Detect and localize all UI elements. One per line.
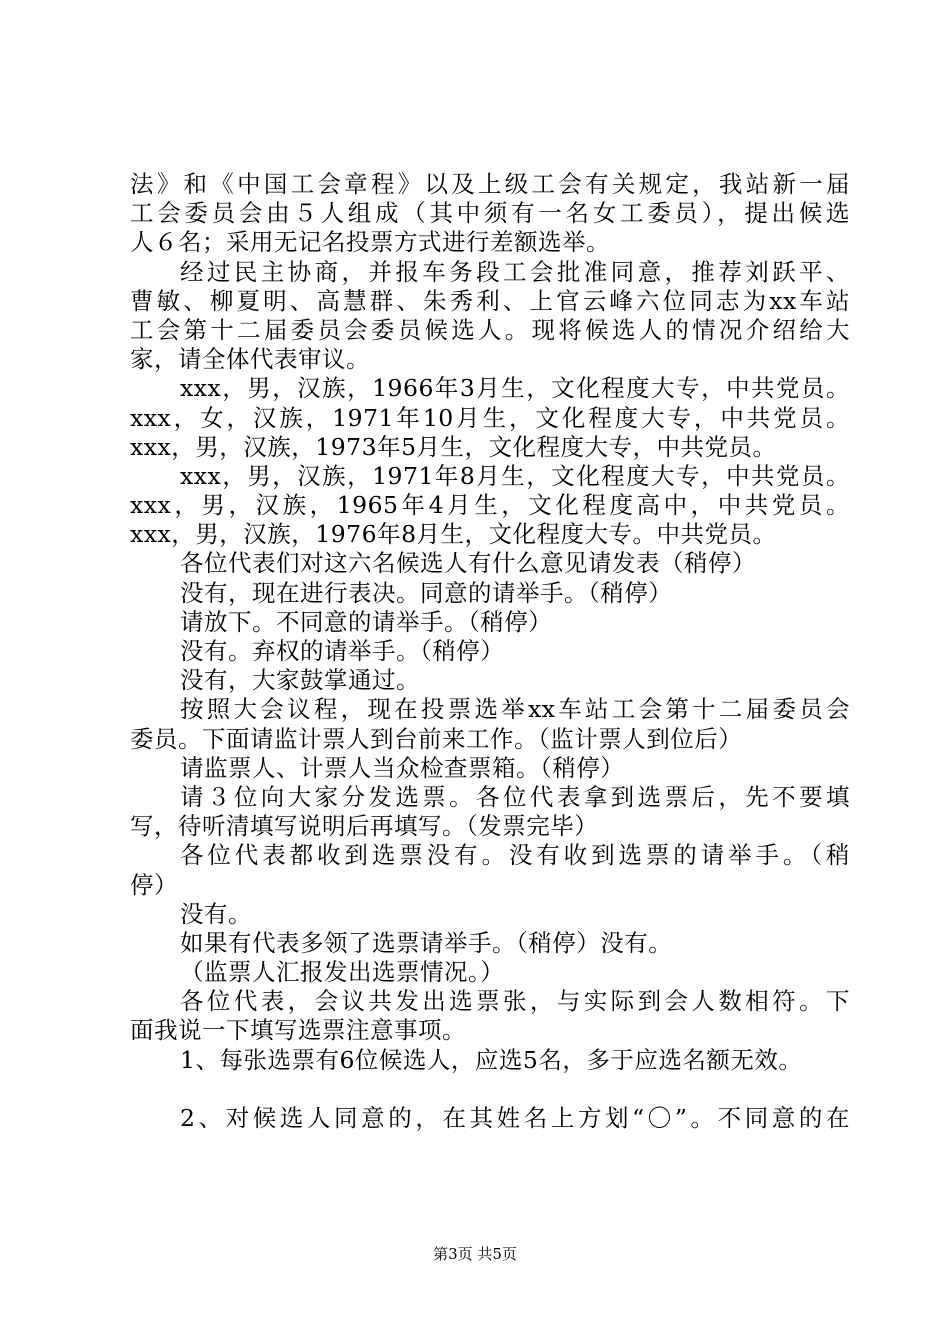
text-line: 没有。弃权的请举手。（稍停）	[180, 637, 505, 665]
text-line: 1、每张选票有6位候选人，应选5名，多于应选名额无效。	[180, 1045, 803, 1074]
text-line: 没有，大家鼓掌通过。	[180, 666, 420, 695]
text-line: 法》和《中国工会章程》以及上级工会有关规定，我站新一届	[130, 170, 850, 198]
text-line: xxx，男，汉族，1965年4月生，文化程度高中，中共党员。	[130, 491, 850, 520]
text-line: （监票人汇报发出选票情况。）	[180, 958, 505, 987]
text-line: 2、对候选人同意的，在其姓名上方划“〇”。不同意的在	[180, 1104, 850, 1132]
text-line: 按照大会议程，现在投票选举xx车站工会第十二届委员会	[180, 695, 850, 724]
text-line: 家，请全体代表审议。	[130, 345, 370, 374]
text-line: 工会第十二届委员会委员候选人。现将候选人的情况介绍给大	[130, 315, 850, 344]
page-number-label: 第3页 共5页	[433, 1245, 517, 1263]
text-line: 各位代表们对这六名候选人有什么意见请发表（稍停）	[180, 549, 756, 578]
text-line: 写，待听清填写说明后再填写。（发票完毕）	[130, 812, 599, 841]
text-line: xxx，男，汉族，1976年8月生，文化程度大专。中共党员。	[130, 520, 777, 549]
text-line: xxx，男，汉族，1966年3月生，文化程度大专，中共党员。	[180, 374, 850, 403]
text-line: xxx，男，汉族，1973年5月生，文化程度大专，中共党员。	[130, 432, 777, 461]
text-line: 经过民主协商，并报车务段工会批准同意，推荐刘跃平、	[180, 257, 850, 286]
text-line: 如果有代表多领了选票请举手。（稍停）没有。	[180, 928, 673, 957]
text-line: 请放下。不同意的请举手。（稍停）	[180, 607, 553, 636]
text-line: xxx，女，汉族，1971年10月生，文化程度大专，中共党员。	[130, 403, 850, 432]
text-line: 工会委员会由５人组成（其中须有一名女工委员），提出候选	[130, 199, 850, 228]
text-line: 请监票人、计票人当众检查票箱。（稍停）	[180, 753, 625, 782]
text-line: 面我说一下填写选票注意事项。	[130, 1016, 466, 1045]
text-line: 没有，现在进行表决。同意的请举手。（稍停）	[180, 578, 673, 607]
blank-line	[130, 1075, 850, 1104]
text-line: 委员。下面请监计票人到台前来工作。（监计票人到位后）	[130, 724, 743, 753]
page-footer	[0, 1244, 950, 1264]
document-body	[130, 170, 850, 1133]
text-line: 没有。	[180, 899, 252, 928]
text-line: xxx，男，汉族，1971年8月生，文化程度大专，中共党员。	[180, 461, 850, 490]
text-line: 曹敏、柳夏明、高慧群、朱秀利、上官云峰六位同志为xx车站	[130, 286, 850, 315]
text-line: 停）	[130, 870, 178, 899]
text-line: 人６名；采用无记名投票方式进行差额选举。	[130, 228, 610, 257]
text-line: 各位代表，会议共发出选票张，与实际到会人数相符。下	[180, 987, 850, 1016]
text-line: 各位代表都收到选票没有。没有收到选票的请举手。（稍	[180, 841, 850, 870]
text-line: 请３位向大家分发选票。各位代表拿到选票后，先不要填	[180, 782, 850, 811]
